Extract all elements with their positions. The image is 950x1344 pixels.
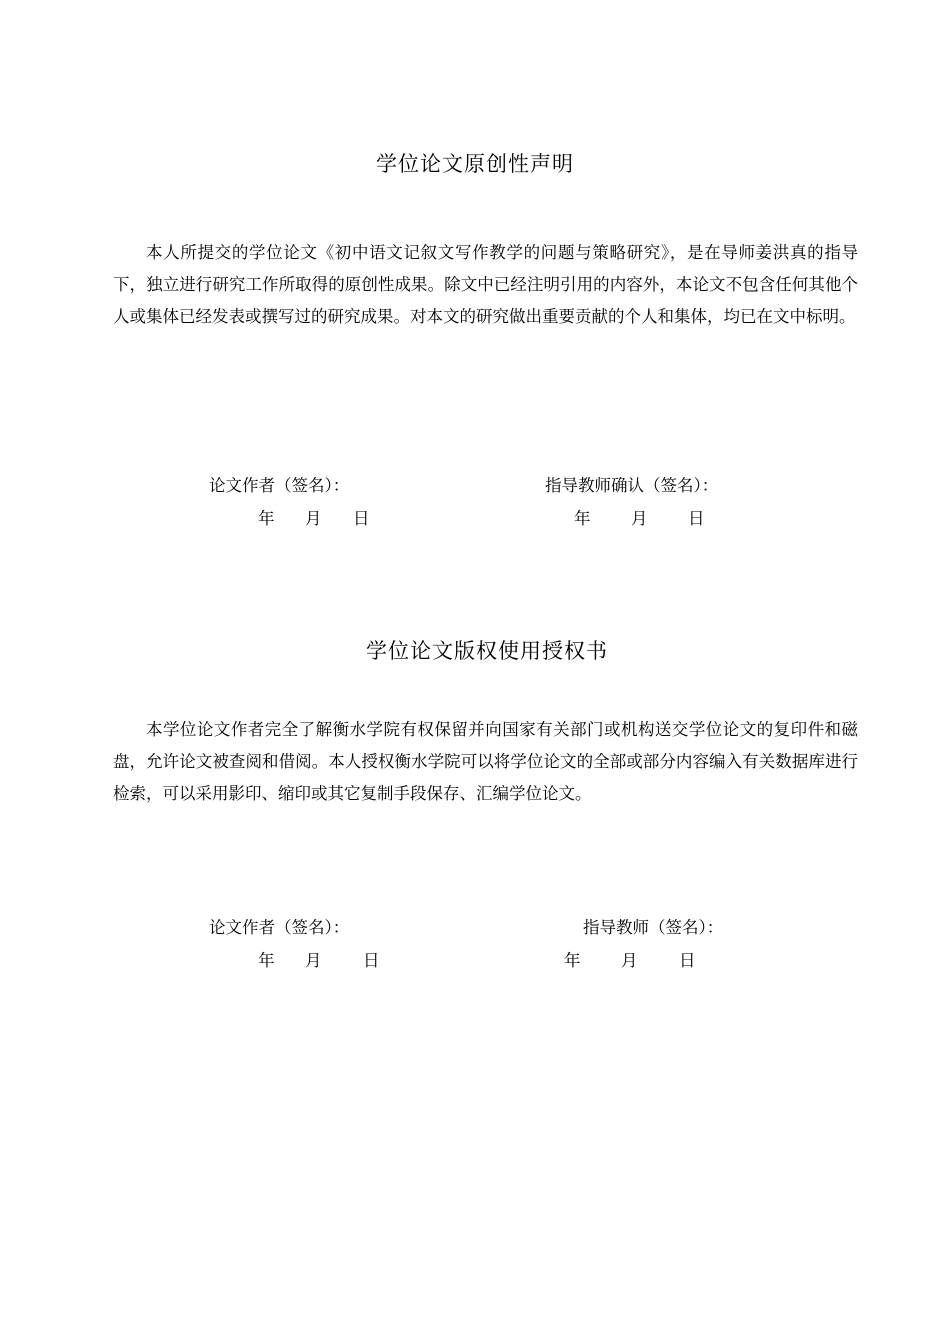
authorization-title: 学位论文版权使用授权书 bbox=[366, 639, 608, 663]
date-year: 年 bbox=[574, 509, 591, 528]
declaration-body: 本人所提交的学位论文《初中语文记叙文写作教学的问题与策略研究》，是在导师姜洪真的指导下，独立进行研究工作所取得的原创性成果。除文中已经注明引用的内容外，本论文不包含任何其他个人或集体已经发表或撰写过的研究成果。对本文的研究做出重要贡献的个人和集体，均已在文中标明。 bbox=[113, 243, 858, 326]
date-day: 日 bbox=[679, 951, 696, 970]
date-day: 日 bbox=[688, 509, 705, 528]
date-year: 年 bbox=[258, 509, 275, 528]
date-day: 日 bbox=[353, 509, 370, 528]
declaration-title: 学位论文原创性声明 bbox=[376, 152, 574, 176]
authorization-body: 本学位论文作者完全了解衡水学院有权保留并向国家有关部门或机构送交学位论文的复印件和磁盘，允许论文被查阅和借阅。本人授权衡水学院可以将学位论文的全部或部分内容编入有关数据库进行检索，可以采用影印、缩印或其它复制手段保存、汇编学位论文。 bbox=[113, 720, 858, 803]
authorization-advisor-signature-label: 指导教师（签名）： bbox=[583, 918, 724, 937]
date-day: 日 bbox=[363, 951, 380, 970]
date-month: 月 bbox=[631, 509, 648, 528]
date-month: 月 bbox=[621, 951, 638, 970]
declaration-advisor-signature-label: 指导教师确认（签名）： bbox=[545, 476, 719, 495]
declaration-author-signature-label: 论文作者（签名）： bbox=[209, 476, 350, 495]
date-month: 月 bbox=[305, 509, 322, 528]
date-year: 年 bbox=[258, 951, 275, 970]
date-month: 月 bbox=[305, 951, 322, 970]
date-year: 年 bbox=[564, 951, 581, 970]
authorization-author-signature-label: 论文作者（签名）： bbox=[209, 918, 350, 937]
